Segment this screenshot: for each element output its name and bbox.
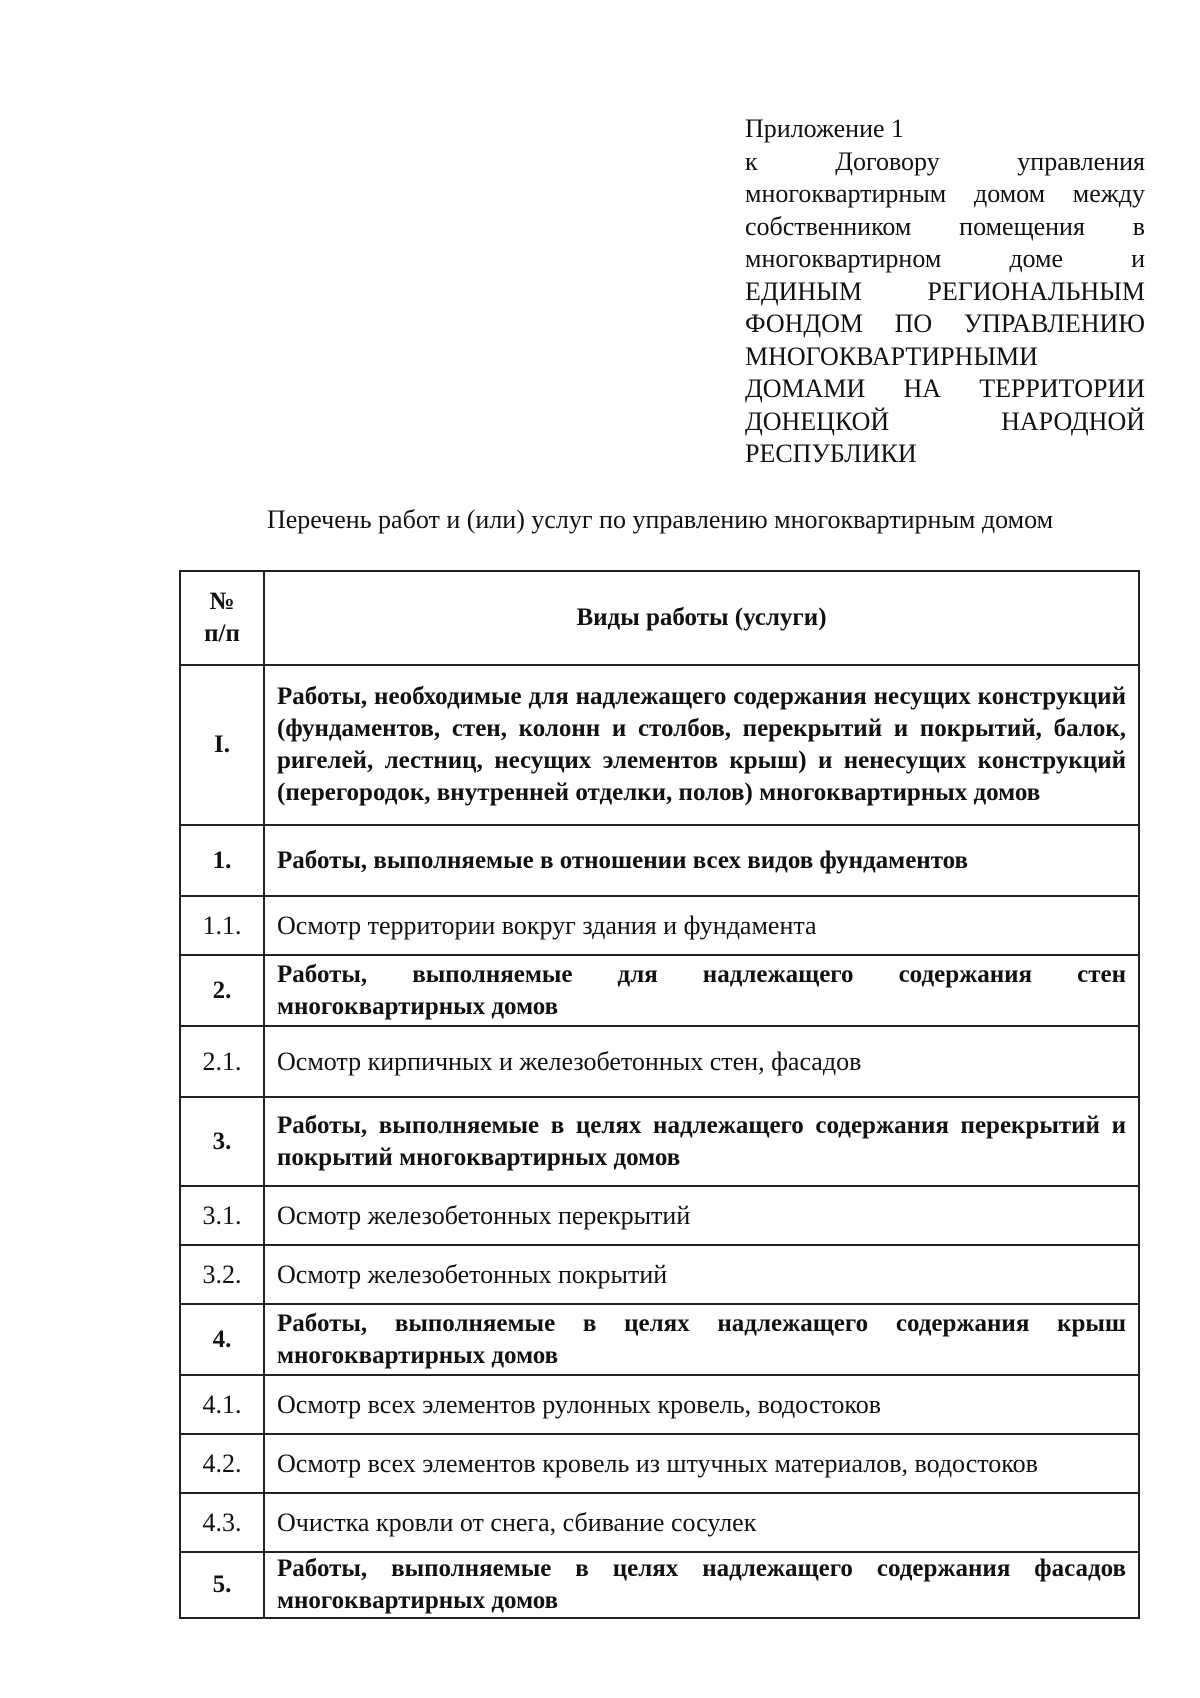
table-row [180,665,1139,825]
table-row [180,955,1139,1026]
row-number-cell: 5. [180,1552,264,1618]
appendix-line: МНОГОКВАРТИРНЫМИ [745,341,1038,371]
row-description-cell: Работы, выполняемые в отношении всех видов фундаментов [264,825,1139,896]
row-number-cell: 4.2. [180,1434,264,1493]
table-row [180,1026,1139,1097]
header-works-cell: Виды работы (услуги) [264,571,1139,665]
row-description-cell: Осмотр железобетонных покрытий [264,1245,1139,1304]
table-row [180,1097,1139,1186]
appendix-line: ЕДИНЫМ РЕГИОНАЛЬНЫМ [745,276,1145,306]
row-description-cell: Осмотр кирпичных и железобетонных стен, фасадов [264,1026,1139,1097]
row-number-cell: 2. [180,955,264,1026]
appendix-line: собственником помещения в [745,211,1145,241]
row-number-cell: 1. [180,825,264,896]
row-number-cell: 2.1. [180,1026,264,1097]
row-number-cell: 4. [180,1304,264,1375]
row-description-cell: Работы, выполняемые для надлежащего содержания стен многоквартирных домов [264,955,1139,1026]
header-num-symbol: № [209,588,235,615]
table-row [180,825,1139,896]
row-description-cell: Осмотр территории вокруг здания и фундамента [264,896,1139,955]
row-number-cell: 1.1. [180,896,264,955]
table-header-row [180,571,1139,665]
works-table [179,570,1140,1619]
row-number-cell: 4.1. [180,1375,264,1434]
header-num-abbr: п/п [204,620,240,647]
appendix-line: многоквартирным домом между [745,179,1145,208]
appendix-line: многоквартирном доме и [745,244,1145,273]
appendix-line: ФОНДОМ ПО УПРАВЛЕНИЮ [745,309,1145,338]
row-description-cell: Очистка кровли от снега, сбивание сосулек [264,1493,1139,1552]
row-description-cell: Работы, выполняемые в целях надлежащего содержания фасадов многоквартирных домов [264,1552,1139,1618]
appendix-line: РЕСПУБЛИКИ [745,439,917,468]
row-description-cell: Работы, необходимые для надлежащего содержания несущих конструкций (фундаментов, стен, колонн и столбов, перекрытий и покрытий, балок, ригелей, лестниц, несущих элементов крыш) и ненесущих конструкций (перегородок, внутренней отделки, полов) многоквартирных домов [264,665,1139,825]
row-number-cell: 3.1. [180,1186,264,1245]
appendix-reference [745,113,1145,471]
row-description-cell: Осмотр железобетонных перекрытий [264,1186,1139,1245]
table-row [180,1304,1139,1375]
table-row [180,1375,1139,1434]
row-number-cell: 3. [180,1097,264,1186]
document-title: Перечень работ и (или) услуг по управлению многоквартирным домом [266,505,1054,534]
row-number-cell: 4.3. [180,1493,264,1552]
row-description-cell: Работы, выполняемые в целях надлежащего содержания перекрытий и покрытий многоквартирных домов [264,1097,1139,1186]
table-row [180,896,1139,955]
table-row [180,1186,1139,1245]
table-row [180,1434,1139,1493]
appendix-line: ДОМАМИ НА ТЕРРИТОРИИ [745,374,1145,403]
appendix-line: к Договору управления [745,146,1145,176]
table-row [180,1493,1139,1552]
row-number-cell: I. [180,665,264,825]
table-row [180,1552,1139,1618]
appendix-line: ДОНЕЦКОЙ НАРОДНОЙ [745,406,1145,436]
table-row [180,1245,1139,1304]
row-description-cell: Работы, выполняемые в целях надлежащего содержания крыш многоквартирных домов [264,1304,1139,1375]
row-description-cell: Осмотр всех элементов кровель из штучных материалов, водостоков [264,1434,1139,1493]
appendix-line: Приложение 1 [745,114,905,143]
header-num-cell [180,571,264,665]
row-description-cell: Осмотр всех элементов рулонных кровель, водостоков [264,1375,1139,1434]
row-number-cell: 3.2. [180,1245,264,1304]
